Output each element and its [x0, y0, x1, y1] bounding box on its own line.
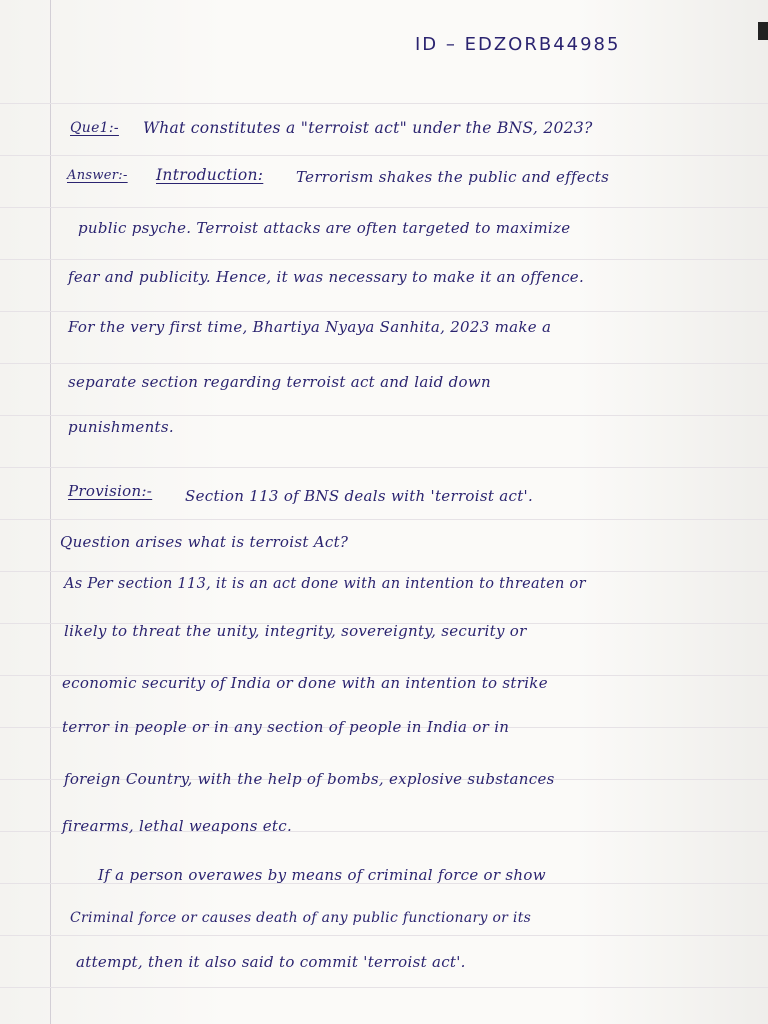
answer-label: Answer:- [67, 168, 128, 183]
answer-line: Terrorism shakes the public and effects [296, 168, 610, 186]
question-label: Que1:- [70, 120, 119, 136]
page-corner-shadow [758, 22, 768, 40]
answer-line: public psyche. Terroist attacks are often targeted to maximize [78, 219, 571, 237]
introduction-label: Introduction: [156, 166, 264, 184]
ruled-line [0, 987, 768, 988]
ruled-line [0, 207, 768, 208]
provision-line: Question arises what is terroist Act? [60, 533, 349, 551]
provision-line: foreign Country, with the help of bombs, explosive substances [64, 770, 555, 788]
provision-label: Provision:- [68, 482, 153, 500]
ruled-line [0, 311, 768, 312]
answer-line: separate section regarding terroist act and laid down [68, 373, 491, 391]
provision-line: Criminal force or causes death of any public functionary or its [70, 910, 532, 926]
provision-line: Section 113 of BNS deals with 'terroist act'. [185, 487, 534, 505]
ruled-line [0, 571, 768, 572]
margin-line [50, 0, 51, 1024]
provision-line: economic security of India or done with an intention to strike [62, 674, 548, 692]
question-text: What constitutes a "terroist act" under the BNS, 2023? [143, 119, 593, 137]
answer-line: punishments. [68, 418, 174, 436]
provision-line: likely to threat the unity, integrity, sovereignty, security or [64, 622, 527, 640]
student-id: ID – EDZORB44985 [415, 34, 621, 55]
ruled-line [0, 935, 768, 936]
ruled-line [0, 363, 768, 364]
ruled-line [0, 259, 768, 260]
provision-line: terror in people or in any section of people in India or in [62, 718, 510, 736]
ruled-line [0, 103, 768, 104]
provision-line: As Per section 113, it is an act done with an intention to threaten or [64, 576, 586, 592]
provision-line: If a person overawes by means of criminal force or show [98, 866, 546, 884]
ruled-line [0, 415, 768, 416]
ruled-line [0, 155, 768, 156]
ruled-line [0, 467, 768, 468]
ruled-line [0, 519, 768, 520]
answer-line: For the very first time, Bhartiya Nyaya Sanhita, 2023 make a [68, 318, 552, 336]
answer-line: fear and publicity. Hence, it was necessary to make it an offence. [68, 268, 585, 286]
provision-line: firearms, lethal weapons etc. [62, 817, 293, 835]
provision-line: attempt, then it also said to commit 'terroist act'. [76, 953, 466, 971]
